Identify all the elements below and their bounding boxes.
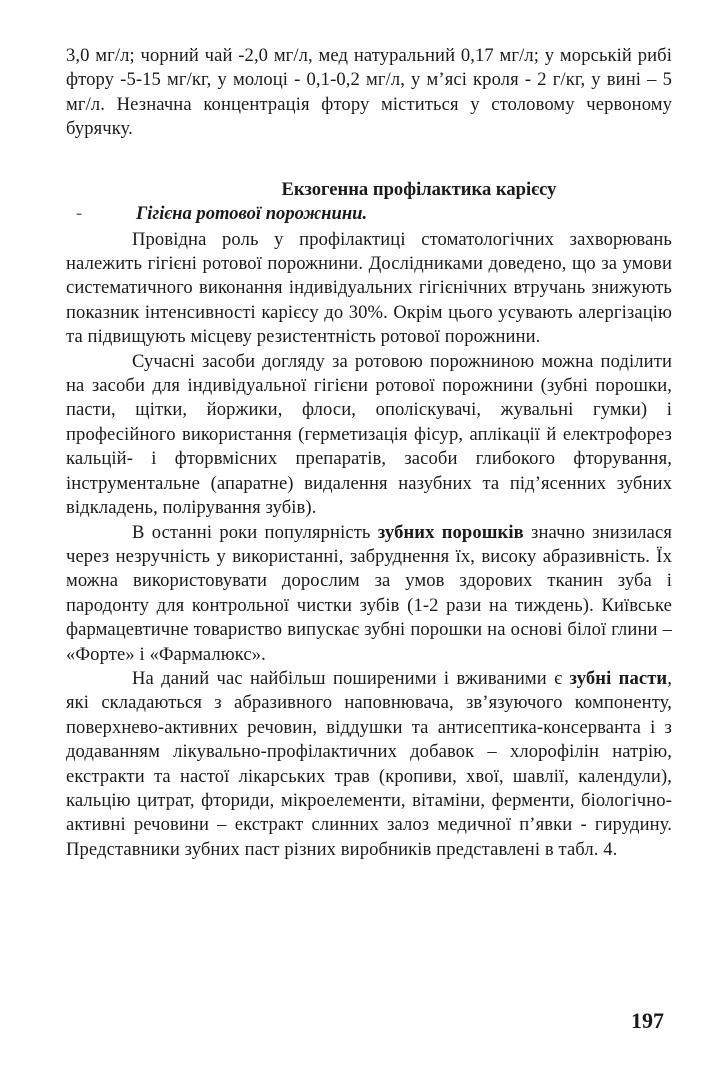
toothpastes-text-b: , які складаються з абразивного наповнювача, зв’язуючого компоненту, поверхнево-активних речовин, віддушки та антисептика-консерванта і з додаванням лікувально-профілактичних добавок – хлорофілін натрію, екстракти та настої лікарських трав (кропиви, хвої, шавлії, календули), кальцію цитрат, фториди, мікроелементи, вітаміни, ферменти, біологічно-активні речовини – екстракт слинних залоз медичної п’явки - гирудину. Представники зубних паст різних виробників представлені в табл. 4. xyxy=(66,667,672,860)
tooth-powders-term: зубних порошків xyxy=(377,521,524,543)
subsection-heading-text: Гігієна ротової порожнини. xyxy=(136,202,368,224)
page-number: 197 xyxy=(631,1008,664,1033)
page-body xyxy=(66,44,672,1044)
paragraph-tooth-powders xyxy=(66,521,672,667)
paragraph-toothpastes xyxy=(66,667,672,862)
toothpastes-term: зубні пасти xyxy=(569,667,668,689)
tooth-powders-text-a: В останні роки популярність xyxy=(132,521,378,543)
paragraph-intro: 3,0 мг/л; чорний чай -2,0 мг/л, мед натуральний 0,17 мг/л; у морській рибі фтору -5-15 мг/кг, у молоці - 0,1-0,2 мг/л, у м’ясі кроля - 2 г/кг, у вині – 5 мг/л. Незначна концентрація фтору міститься у столовому червоному бурячку. xyxy=(66,45,672,140)
paragraph-oral-hygiene: Провідна роль у профілактиці стоматологічних захворювань належить гігієні ротової порожнини. Дослідниками доведено, що за умови систематичного виконання індивідуальних гігієнічних втручань знижують показник інтенсивності карієсу до 30%. Окрім цього усувають алергізацію та підвищують місцеву резистентність ротової порожнини. xyxy=(66,228,672,348)
section-heading: Екзогенна профілактика карієсу xyxy=(281,178,557,200)
margin-mark: - xyxy=(76,202,83,224)
tooth-powders-text-b: значно знизилася через незручність у використанні, забруднення їх, високу абразивність. Їх можна використовувати дорослим за умов здорових тканин зуба і пародонту для контрольної чистки зубів (1-2 рази на тиждень). Київське фармацевтичне товариство випускає зубні порошки на основі білої глини – «Форте» і «Фармалюкс». xyxy=(66,521,673,665)
subsection-heading xyxy=(66,202,672,226)
paragraph-care-products: Сучасні засоби догляду за ротовою порожниною можна поділити на засоби для індивідуальної гігієни ротової порожнини (зубні порошки, пасти, щітки, йоржики, флоси, ополіскувачі, жувальні гумки) і професійного використання (герметизація фісур, аплікації й електрофорез кальцій- і фторвмісних препаратів, засоби глибокого фторування, інструментальне (апаратне) видалення назубних та під’ясенних зубних відкладень, полірування зубів). xyxy=(66,350,672,519)
toothpastes-text-a: На даний час найбільш поширеними і вживаними є xyxy=(132,667,570,689)
